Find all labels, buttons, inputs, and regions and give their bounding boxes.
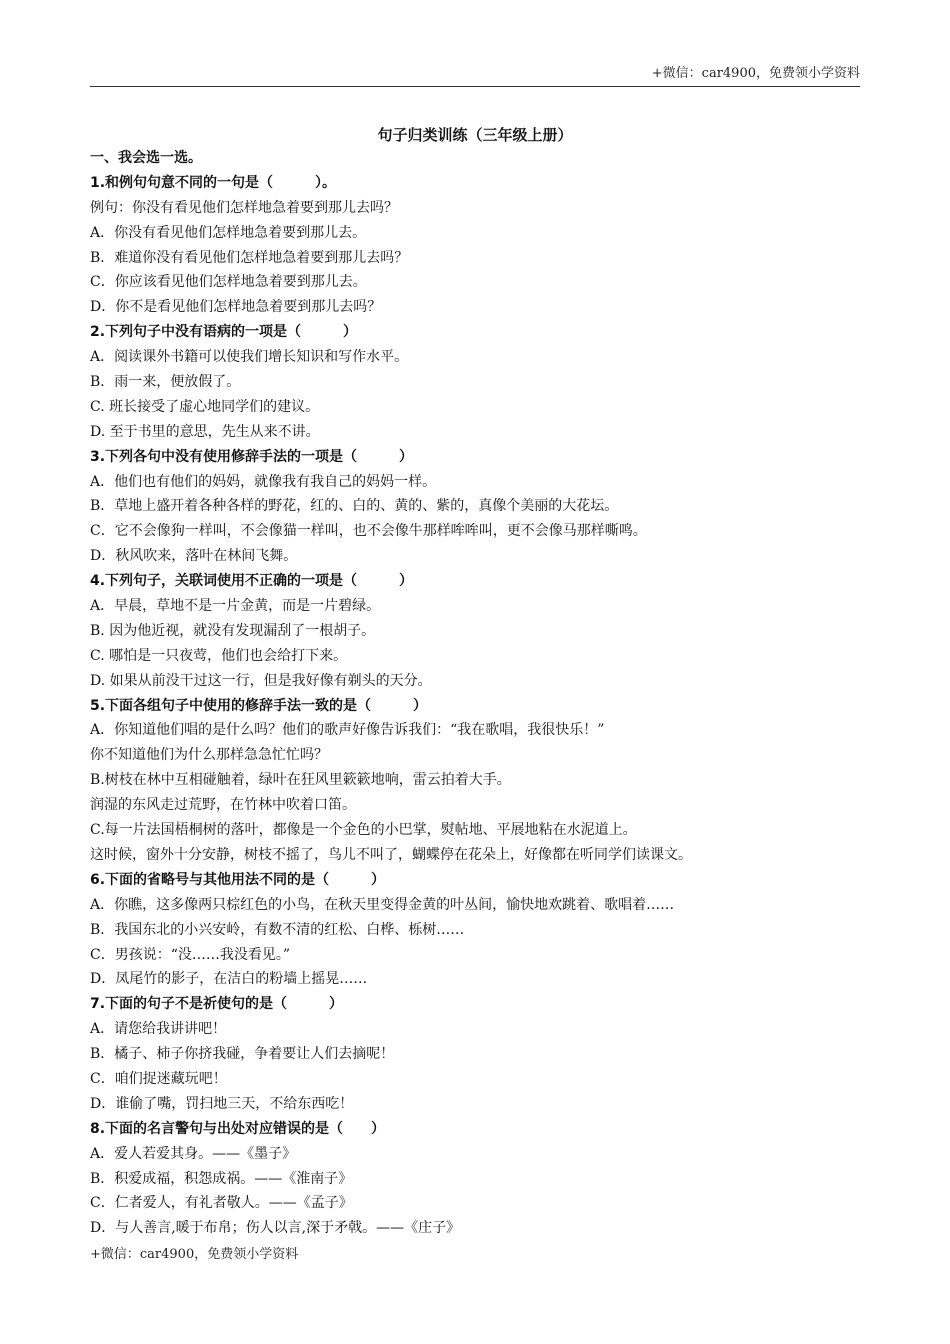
page-title: 句子归类训练（三年级上册）: [377, 126, 573, 144]
question-2: [90, 320, 870, 444]
option-d: D. 如果从前没干过这一行，但是我好像有剃头的天分。: [90, 672, 432, 689]
question-8: [90, 1117, 870, 1241]
option-c: C．咱们捉迷藏玩吧！: [90, 1070, 227, 1087]
option-a: A．请您给我讲讲吧！: [90, 1021, 227, 1038]
question-stem: 3.下列各句中没有使用修辞手法的一项是（ ）: [90, 448, 414, 465]
question-stem: 5.下面各组句子中使用的修辞手法一致的是（ ）: [90, 697, 428, 714]
question-stem: 1.和例句句意不同的一句是（ ）。: [90, 174, 337, 191]
option-b-line-2: 润湿的东风走过荒野，在竹林中吹着口笛。: [90, 797, 356, 814]
option-a-line-2: 你不知道他们为什么那样急急忙忙吗？: [90, 747, 328, 764]
option-c: C．你应该看见他们怎样地急着要到那儿去。: [90, 274, 367, 291]
option-b: B. 因为他近视，就没有发现漏刮了一根胡子。: [90, 622, 376, 639]
option-a: A．他们也有他们的妈妈，就像我有我自己的妈妈一样。: [90, 473, 437, 490]
option-a: A．爱人若爱其身。——《墨子》: [90, 1145, 297, 1162]
option-d: D．秋风吹来，落叶在林间飞舞。: [90, 548, 298, 565]
option-b: B．草地上盛开着各种各样的野花，红的、白的、黄的、紫的，真像个美丽的大花坛。: [90, 498, 619, 515]
option-c-line-1: C.每一片法国梧桐树的落叶，都像是一个金色的小巴掌，熨帖地、平展地粘在水泥道上。: [90, 822, 637, 839]
question-stem: 2.下列句子中没有语病的一项是（ ）: [90, 324, 358, 341]
option-b-line-1: B.树枝在林中互相碰触着，绿叶在狂风里簌簌地响，雷云拍着大手。: [90, 772, 511, 789]
question-stem: 8.下面的名言警句与出处对应错误的是（ ）: [90, 1120, 386, 1137]
option-c: C．仁者爱人，有礼者敬人。——《孟子》: [90, 1195, 353, 1212]
option-c: C. 哪怕是一只夜莺，他们也会给打下来。: [90, 647, 348, 664]
question-stem: 7.下面的句子不是祈使句的是（ ）: [90, 996, 344, 1013]
option-a: A．阅读课外书籍可以使我们增长知识和写作水平。: [90, 349, 409, 366]
header-divider: [90, 86, 860, 87]
footer-note: +微信：car4900，免费领小学资料: [90, 1247, 299, 1262]
option-d: D．谁偷了嘴，罚扫地三天，不给东西吃！: [90, 1095, 354, 1112]
option-d: D. 至于书里的意思，先生从来不讲。: [90, 423, 320, 440]
option-c: C．男孩说：“没……我没看见。”: [90, 946, 291, 963]
question-4: [90, 569, 870, 693]
option-b: B．橘子、柿子你挤我碰，争着要让人们去摘呢！: [90, 1046, 395, 1063]
example-sentence: 例句：你没有看见他们怎样地急着要到那儿去吗？: [90, 199, 398, 216]
option-c: C. 班长接受了虚心地同学们的建议。: [90, 398, 320, 415]
option-c-line-2: 这时候，窗外十分安静，树枝不摇了，鸟儿不叫了，蝴蝶停在花朵上，好像都在听同学们读课文。: [90, 846, 692, 863]
question-5: [90, 694, 870, 868]
option-b: B．我国东北的小兴安岭，有数不清的红松、白桦、栎树……: [90, 921, 465, 938]
option-b: B．难道你没有看见他们怎样地急着要到那儿去吗？: [90, 249, 409, 266]
option-a: A．你没有看见他们怎样地急着要到那儿去。: [90, 224, 367, 241]
option-d: D．与人善言,暖于布帛；伤人以言,深于矛戟。——《庄子》: [90, 1220, 461, 1237]
question-3: [90, 445, 870, 569]
question-1: [90, 171, 870, 320]
option-a: A．你瞧，这多像两只棕红色的小鸟，在秋天里变得金黄的叶丛间，愉快地欢跳着、歌唱着……: [90, 896, 675, 913]
option-b: B．雨一来，便放假了。: [90, 374, 241, 391]
question-stem: 6.下面的省略号与其他用法不同的是（ ）: [90, 871, 386, 888]
header-note: +微信：car4900，免费领小学资料: [651, 66, 860, 81]
worksheet-content: [90, 146, 870, 1241]
option-c: C．它不会像狗一样叫，不会像猫一样叫，也不会像牛那样哞哞叫，更不会像马那样嘶鸣。: [90, 523, 647, 540]
option-a-line-1: A．你知道他们唱的是什么吗？他们的歌声好像告诉我们：“我在歌唱，我很快乐！”: [90, 722, 605, 739]
question-6: [90, 868, 870, 992]
option-d: D．凤尾竹的影子，在洁白的粉墙上摇晃……: [90, 971, 368, 988]
question-stem: 4.下列句子，关联词使用不正确的一项是（ ）: [90, 573, 414, 590]
section-heading: 一、我会选一选。: [90, 150, 202, 166]
option-b: B．积爱成福，积怨成祸。——《淮南子》: [90, 1170, 353, 1187]
option-a: A．早晨，草地不是一片金黄，而是一片碧绿。: [90, 598, 381, 615]
question-7: [90, 992, 870, 1116]
option-d: D．你不是看见他们怎样地急着要到那儿去吗？: [90, 299, 382, 316]
